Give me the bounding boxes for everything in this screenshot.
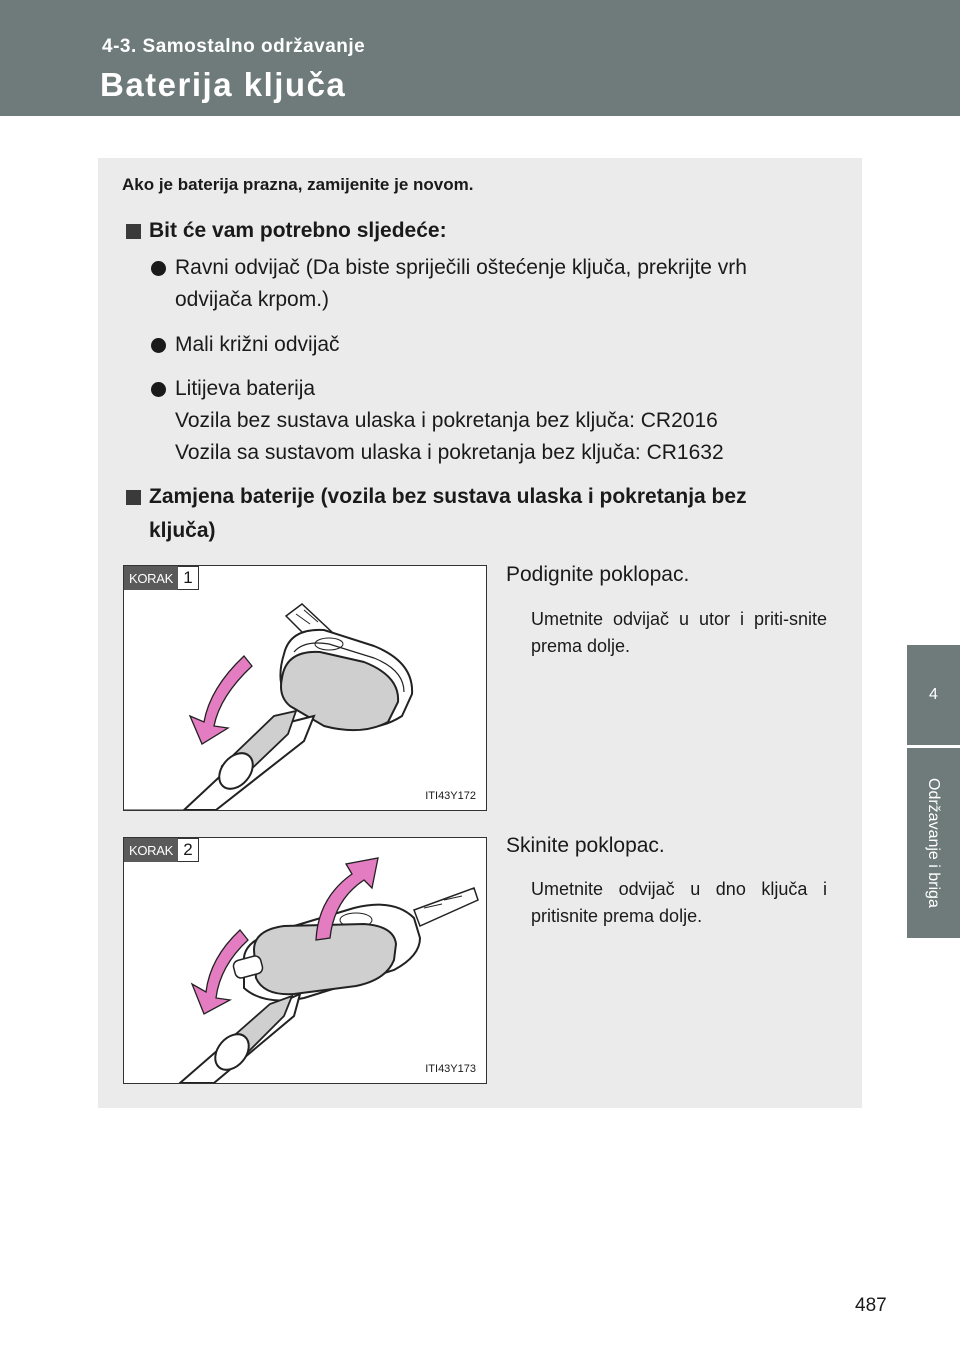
korak-label: KORAK bbox=[124, 838, 178, 862]
bullet-icon bbox=[151, 338, 166, 353]
illustration-code: ITI43Y173 bbox=[425, 1063, 476, 1075]
page-number: 487 bbox=[855, 1295, 887, 1316]
step-2-illustration bbox=[123, 837, 487, 1084]
needs-item-1-line-2: odvijača krpom.) bbox=[175, 288, 330, 311]
needs-item-2-line-1: Mali križni odvijač bbox=[175, 333, 340, 356]
korak-number: 1 bbox=[178, 566, 199, 590]
key-screwdriver-drawing bbox=[124, 566, 486, 810]
replacement-heading-line-1: Zamjena baterije (vozila bez sustava ulaska i pokretanja bez bbox=[149, 485, 747, 508]
bullet-icon bbox=[151, 382, 166, 397]
key-screwdriver-drawing bbox=[124, 838, 486, 1083]
section-label: 4-3. Samostalno održavanje bbox=[102, 36, 366, 57]
heading-square-icon bbox=[126, 224, 141, 239]
needs-heading: Bit će vam potrebno sljedeće: bbox=[149, 219, 447, 242]
needs-item-3-line-2: Vozila bez sustava ulaska i pokretanja bez ključa: CR2016 bbox=[175, 409, 718, 432]
needs-item-3-line-1: Litijeva baterija bbox=[175, 377, 316, 400]
chapter-title: Održavanje i briga bbox=[925, 777, 942, 908]
step-1-title: Podignite poklopac. bbox=[506, 563, 690, 586]
bullet-icon bbox=[151, 261, 166, 276]
page-title: Baterija ključa bbox=[100, 66, 347, 103]
illustration-code: ITI43Y172 bbox=[425, 790, 476, 802]
step-2-title: Skinite poklopac. bbox=[506, 834, 665, 857]
korak-number: 2 bbox=[178, 838, 199, 862]
intro-text: Ako je baterija prazna, zamijenite je novom. bbox=[122, 175, 474, 194]
needs-item-1-line-1: Ravni odvijač (Da biste spriječili oštećenje ključa, prekrijte vrh bbox=[175, 256, 747, 279]
chapter-number-tab[interactable]: 4 bbox=[907, 645, 960, 745]
step-1-illustration bbox=[123, 565, 487, 811]
step-1-description: Umetnite odvijač u utor i priti-snite prema dolje. bbox=[531, 609, 827, 656]
step-2-description: Umetnite odvijač u dno ključa i pritisnite prema dolje. bbox=[531, 879, 827, 926]
korak-label: KORAK bbox=[124, 566, 178, 590]
needs-item-3-line-3: Vozila sa sustavom ulaska i pokretanja bez ključa: CR1632 bbox=[175, 441, 724, 464]
heading-square-icon bbox=[126, 490, 141, 505]
replacement-heading-line-2: ključa) bbox=[149, 519, 216, 542]
